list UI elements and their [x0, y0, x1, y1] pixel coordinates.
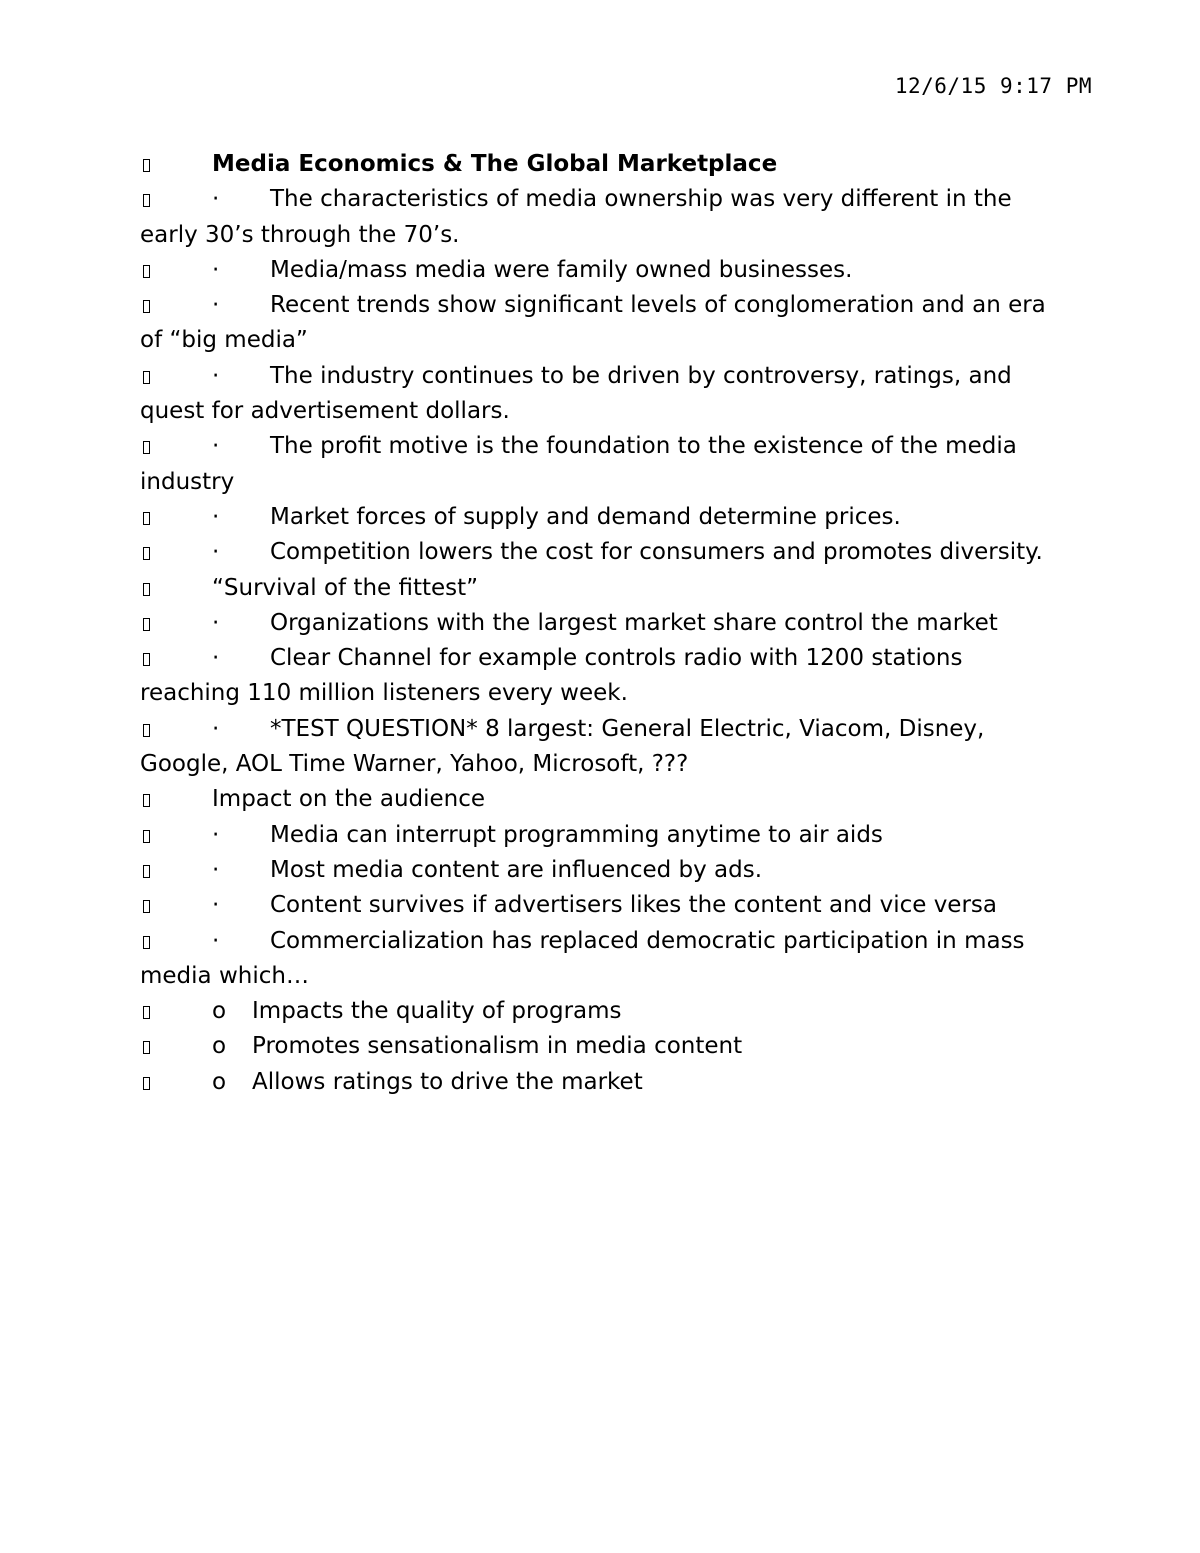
bullet-marker: ·	[212, 292, 220, 319]
note-line	[140, 535, 1060, 570]
bullet-marker: ·	[212, 256, 220, 283]
note-line-text: “Survival of the fittest”	[212, 574, 479, 601]
note-line-text: The profit motive is the foundation to the existence of the media industry	[140, 433, 1017, 495]
note-line-text: Commercialization has replaced democratic participation in mass media which…	[140, 927, 1025, 989]
note-line	[140, 818, 1060, 853]
note-body	[140, 147, 1060, 1100]
note-line-text: Competition lowers the cost for consumers and promotes diversity.	[270, 539, 1043, 566]
bullet-marker: ·	[212, 186, 220, 213]
missing-glyph-icon	[143, 618, 150, 631]
note-line	[140, 641, 1060, 712]
bullet-marker: ·	[212, 645, 220, 672]
note-line-text: Content survives if advertisers likes the content and vice versa	[270, 892, 997, 919]
note-line	[140, 606, 1060, 641]
missing-glyph-icon	[143, 1077, 150, 1090]
bullet-marker: ·	[212, 715, 220, 742]
missing-glyph-icon	[143, 865, 150, 878]
note-line-text: Impact on the audience	[212, 786, 486, 813]
bullet-marker: ·	[212, 927, 220, 954]
bullet-marker: ·	[212, 892, 220, 919]
missing-glyph-icon	[143, 441, 150, 454]
note-line-text: The characteristics of media ownership was very different in the early 30’s through the 70’s.	[140, 186, 1012, 248]
note-line	[140, 288, 1060, 359]
note-title-line	[140, 147, 1060, 182]
note-line-text: Most media content are influenced by ads.	[270, 856, 763, 883]
note-line	[140, 359, 1060, 430]
missing-glyph-icon	[143, 830, 150, 843]
note-line	[140, 253, 1060, 288]
note-line-text: Allows ratings to drive the market	[252, 1068, 643, 1095]
missing-glyph-icon	[143, 1041, 150, 1054]
bullet-marker: o	[212, 1033, 227, 1060]
missing-glyph-icon	[143, 512, 150, 525]
missing-glyph-icon	[143, 547, 150, 560]
note-line-text: Market forces of supply and demand determine prices.	[270, 503, 901, 530]
note-title: Media Economics & The Global Marketplace	[212, 151, 778, 177]
missing-glyph-icon	[143, 1006, 150, 1019]
missing-glyph-icon	[143, 724, 150, 737]
missing-glyph-icon	[143, 300, 150, 313]
note-line	[140, 712, 1060, 783]
note-line	[140, 924, 1060, 995]
bullet-marker: o	[212, 998, 227, 1025]
missing-glyph-icon	[143, 371, 150, 384]
missing-glyph-icon	[143, 583, 150, 596]
bullet-marker: ·	[212, 362, 220, 389]
note-line-text: Promotes sensationalism in media content	[252, 1033, 743, 1060]
note-line	[140, 182, 1060, 253]
note-line-text: Media can interrupt programming anytime to air aids	[270, 821, 883, 848]
missing-glyph-icon	[143, 794, 150, 807]
note-line	[140, 1065, 1060, 1100]
note-line-text: Impacts the quality of programs	[252, 998, 622, 1025]
note-line-text: *TEST QUESTION* 8 largest: General Electric, Viacom, Disney, Google, AOL Time Warner, Yahoo, Microsoft, ???	[140, 715, 985, 778]
missing-glyph-icon	[143, 900, 150, 913]
missing-glyph-icon	[143, 194, 150, 207]
missing-glyph-icon	[143, 159, 150, 172]
note-line-text: Recent trends show significant levels of conglomeration and an era of “big media”	[140, 292, 1046, 354]
bullet-marker: o	[212, 1068, 227, 1095]
bullet-marker: ·	[212, 821, 220, 848]
note-line-text: Clear Channel for example controls radio with 1200 stations reaching 110 million listeners every week.	[140, 645, 963, 707]
bullet-marker: ·	[212, 433, 220, 460]
note-line	[140, 571, 1060, 606]
note-lines	[140, 182, 1060, 1100]
note-line-text: Media/mass media were family owned businesses.	[270, 256, 853, 283]
missing-glyph-icon	[143, 265, 150, 278]
bullet-marker: ·	[212, 539, 220, 566]
timestamp: 12/6/15 9:17 PM	[894, 74, 1092, 98]
note-line	[140, 782, 1060, 817]
note-line	[140, 429, 1060, 500]
note-line	[140, 500, 1060, 535]
note-line	[140, 853, 1060, 888]
bullet-marker: ·	[212, 609, 220, 636]
note-line	[140, 888, 1060, 923]
bullet-marker: ·	[212, 503, 220, 530]
note-line	[140, 994, 1060, 1029]
missing-glyph-icon	[143, 653, 150, 666]
note-line	[140, 1029, 1060, 1064]
bullet-marker: ·	[212, 856, 220, 883]
note-line-text: The industry continues to be driven by controversy, ratings, and quest for advertisement dollars.	[140, 362, 1012, 425]
missing-glyph-icon	[143, 936, 150, 949]
note-line-text: Organizations with the largest market share control the market	[270, 609, 998, 636]
